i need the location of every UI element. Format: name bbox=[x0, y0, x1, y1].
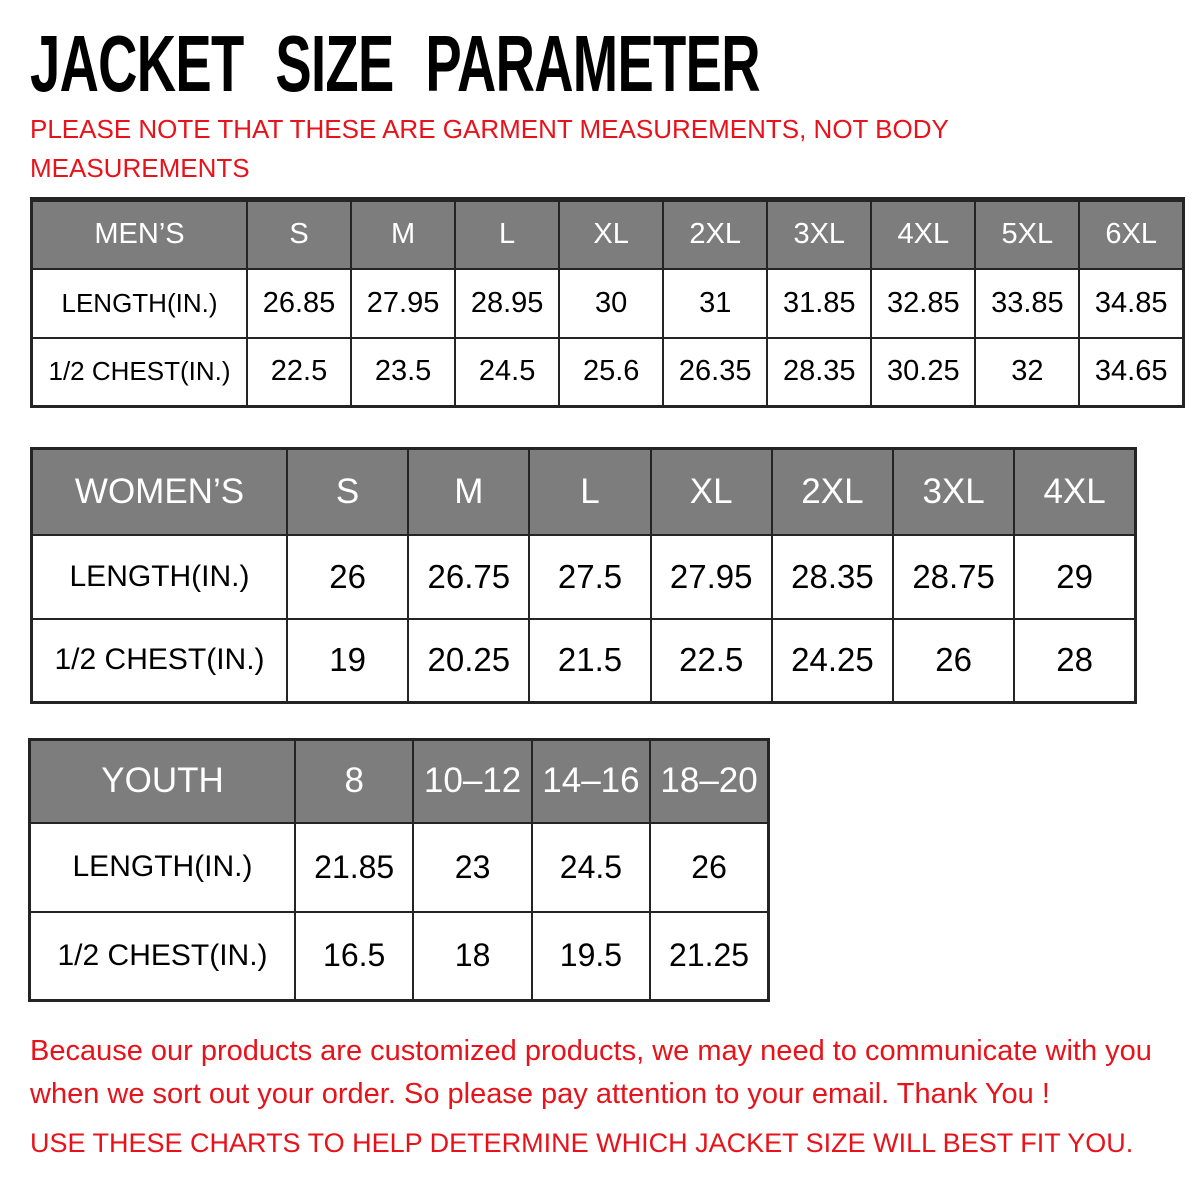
measurement-value-cell: 24.5 bbox=[455, 338, 559, 407]
measurement-value-cell: 27.95 bbox=[351, 269, 455, 338]
measurement-value-cell: 16.5 bbox=[295, 912, 413, 1001]
womens-size-header-cell: 4XL bbox=[1014, 449, 1135, 535]
measurement-value-cell: 27.5 bbox=[529, 535, 650, 619]
row-label-cell: 1/2 CHEST(IN.) bbox=[32, 338, 248, 407]
measurement-value-cell: 20.25 bbox=[408, 619, 529, 703]
measurement-value-cell: 23 bbox=[413, 823, 531, 912]
notice-line-2: when we sort out your order. So please pay attention to your email. Thank You ! bbox=[30, 1078, 1050, 1110]
measurement-value-cell: 29 bbox=[1014, 535, 1135, 619]
measurement-value-cell: 19.5 bbox=[532, 912, 650, 1001]
womens-data-row bbox=[32, 535, 1136, 619]
mens-size-header-cell: 4XL bbox=[871, 200, 975, 269]
page-title bbox=[30, 19, 1103, 108]
youth-size-header-cell: 18–20 bbox=[650, 740, 768, 823]
measurement-value-cell: 32 bbox=[975, 338, 1079, 407]
mens-size-header-cell: XL bbox=[559, 200, 663, 269]
measurement-value-cell: 26 bbox=[650, 823, 768, 912]
mens-size-table bbox=[30, 197, 1185, 408]
measurement-value-cell: 24.25 bbox=[772, 619, 893, 703]
mens-size-table-container bbox=[30, 197, 1185, 408]
mens-size-header-cell: L bbox=[455, 200, 559, 269]
measurement-value-cell: 26 bbox=[893, 619, 1014, 703]
measurement-value-cell: 30.25 bbox=[871, 338, 975, 407]
youth-table-title-cell: YOUTH bbox=[30, 740, 296, 823]
measurement-value-cell: 30 bbox=[559, 269, 663, 338]
youth-size-table bbox=[28, 738, 770, 1002]
youth-size-header-cell: 10–12 bbox=[413, 740, 531, 823]
row-label-cell: 1/2 CHEST(IN.) bbox=[30, 912, 296, 1001]
measurement-value-cell: 33.85 bbox=[975, 269, 1079, 338]
measurement-value-cell: 27.95 bbox=[651, 535, 772, 619]
page-title-text: JACKET SIZE PARAMETER bbox=[30, 19, 760, 108]
measurement-value-cell: 23.5 bbox=[351, 338, 455, 407]
chart-usage-hint: USE THESE CHARTS TO HELP DETERMINE WHICH JACKET SIZE WILL BEST FIT YOU. bbox=[30, 1128, 1134, 1158]
youth-header-row bbox=[30, 740, 769, 823]
womens-size-header-cell: L bbox=[529, 449, 650, 535]
measurement-value-cell: 26 bbox=[287, 535, 408, 619]
womens-size-header-cell: 2XL bbox=[772, 449, 893, 535]
youth-data-row bbox=[30, 823, 769, 912]
row-label-cell: LENGTH(IN.) bbox=[30, 823, 296, 912]
mens-header-row bbox=[32, 200, 1184, 269]
mens-size-header-cell: M bbox=[351, 200, 455, 269]
womens-table-title-cell: WOMEN’S bbox=[32, 449, 288, 535]
measurement-value-cell: 26.75 bbox=[408, 535, 529, 619]
measurement-value-cell: 21.85 bbox=[295, 823, 413, 912]
measurement-value-cell: 32.85 bbox=[871, 269, 975, 338]
mens-data-row bbox=[32, 269, 1184, 338]
measurement-value-cell: 34.85 bbox=[1079, 269, 1183, 338]
mens-size-header-cell: 2XL bbox=[663, 200, 767, 269]
youth-size-header-cell: 14–16 bbox=[532, 740, 650, 823]
measurement-value-cell: 26.85 bbox=[247, 269, 351, 338]
measurement-value-cell: 21.5 bbox=[529, 619, 650, 703]
measurement-value-cell: 34.65 bbox=[1079, 338, 1183, 407]
mens-size-header-cell: 6XL bbox=[1079, 200, 1183, 269]
measurement-value-cell: 24.5 bbox=[532, 823, 650, 912]
measurement-value-cell: 28.35 bbox=[772, 535, 893, 619]
youth-data-row bbox=[30, 912, 769, 1001]
row-label-cell: 1/2 CHEST(IN.) bbox=[32, 619, 288, 703]
mens-data-row bbox=[32, 338, 1184, 407]
mens-table-title-cell: MEN’S bbox=[32, 200, 248, 269]
row-label-cell: LENGTH(IN.) bbox=[32, 535, 288, 619]
measurement-value-cell: 26.35 bbox=[663, 338, 767, 407]
mens-size-header-cell: S bbox=[247, 200, 351, 269]
womens-size-header-cell: 3XL bbox=[893, 449, 1014, 535]
measurement-value-cell: 21.25 bbox=[650, 912, 768, 1001]
womens-size-header-cell: M bbox=[408, 449, 529, 535]
measurement-value-cell: 28 bbox=[1014, 619, 1135, 703]
measurement-value-cell: 28.35 bbox=[767, 338, 871, 407]
womens-data-row bbox=[32, 619, 1136, 703]
measurement-value-cell: 28.75 bbox=[893, 535, 1014, 619]
youth-size-header-cell: 8 bbox=[295, 740, 413, 823]
measurement-value-cell: 31 bbox=[663, 269, 767, 338]
womens-size-header-cell: XL bbox=[651, 449, 772, 535]
measurement-value-cell: 25.6 bbox=[559, 338, 663, 407]
customized-products-notice bbox=[30, 1030, 1195, 1116]
mens-size-header-cell: 5XL bbox=[975, 200, 1079, 269]
measurement-value-cell: 22.5 bbox=[247, 338, 351, 407]
measurement-value-cell: 28.95 bbox=[455, 269, 559, 338]
womens-size-header-cell: S bbox=[287, 449, 408, 535]
womens-size-table-container bbox=[30, 447, 1137, 704]
youth-size-table-container bbox=[28, 738, 770, 1002]
measurement-value-cell: 18 bbox=[413, 912, 531, 1001]
measurement-value-cell: 19 bbox=[287, 619, 408, 703]
notice-line-1: Because our products are customized products, we may need to communicate with you bbox=[30, 1035, 1152, 1067]
row-label-cell: LENGTH(IN.) bbox=[32, 269, 248, 338]
womens-size-table bbox=[30, 447, 1137, 704]
womens-header-row bbox=[32, 449, 1136, 535]
mens-size-header-cell: 3XL bbox=[767, 200, 871, 269]
measurement-value-cell: 22.5 bbox=[651, 619, 772, 703]
note-line-1: PLEASE NOTE THAT THESE ARE GARMENT MEASUREMENTS, NOT BODY bbox=[30, 114, 949, 144]
garment-measurement-note bbox=[30, 110, 949, 188]
note-line-2: MEASUREMENTS bbox=[30, 153, 250, 183]
measurement-value-cell: 31.85 bbox=[767, 269, 871, 338]
